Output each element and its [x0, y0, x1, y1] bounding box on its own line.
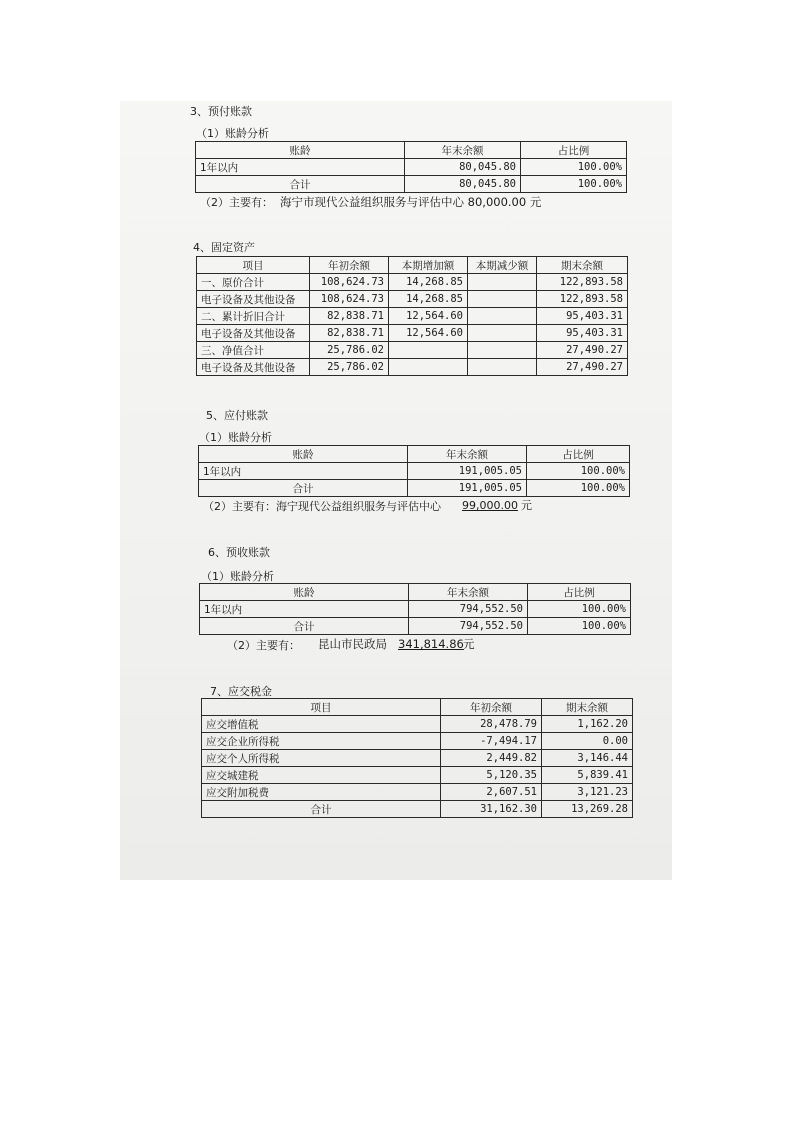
table-header-row	[202, 699, 633, 716]
header-cell: 本期增加额	[389, 257, 468, 274]
cell: 应交企业所得税	[202, 733, 441, 750]
main-label: （2）主要有：海宁现代公益组织服务与评估中心	[203, 500, 441, 513]
section-title-taxes-payable: 7、应交税金	[210, 685, 272, 698]
cell: 108,624.73	[310, 274, 389, 291]
header-cell: 项目	[202, 699, 441, 716]
table-row	[202, 801, 633, 818]
main-org: 昆山市民政局	[318, 637, 387, 651]
table-row	[197, 325, 628, 342]
cell: 27,490.27	[537, 342, 628, 359]
cell: 3,121.23	[542, 784, 633, 801]
header-cell: 账龄	[199, 446, 408, 463]
main-unit: 元	[521, 499, 532, 512]
section-title-advance-receipts: 6、预收账款	[208, 546, 270, 559]
cell	[468, 291, 537, 308]
cell: 14,268.85	[389, 291, 468, 308]
cell: 100.00%	[521, 176, 627, 193]
cell: 31,162.30	[441, 801, 542, 818]
table-row	[199, 463, 630, 480]
cell: 1年以内	[200, 601, 409, 618]
cell: 5,120.35	[441, 767, 542, 784]
header-cell: 占比例	[521, 142, 627, 159]
cell: 5,839.41	[542, 767, 633, 784]
header-cell: 年末余额	[408, 446, 527, 463]
cell: 95,403.31	[537, 325, 628, 342]
table-row	[200, 618, 631, 635]
cell: 合计	[196, 176, 405, 193]
cell: 1,162.20	[542, 716, 633, 733]
cell: 100.00%	[521, 159, 627, 176]
main-detail: 海宁市现代公益组织服务与评估中心 80,000.00 元	[280, 195, 542, 209]
table-row	[202, 733, 633, 750]
header-cell: 账龄	[200, 584, 409, 601]
table-row	[202, 767, 633, 784]
payables-aging-table	[198, 445, 630, 497]
cell: 1年以内	[199, 463, 408, 480]
cell: 82,838.71	[310, 308, 389, 325]
cell: 25,786.02	[310, 342, 389, 359]
table-row	[202, 750, 633, 767]
main-amount: 341,814.86	[398, 637, 464, 651]
subsection-aging: （1）账龄分析	[196, 127, 269, 140]
header-cell: 项目	[197, 257, 310, 274]
main-label: （2）主要有：	[200, 196, 273, 209]
cell: 二、累计折旧合计	[197, 308, 310, 325]
cell	[468, 325, 537, 342]
cell: 80,045.80	[405, 159, 521, 176]
cell: 108,624.73	[310, 291, 389, 308]
cell: 100.00%	[528, 601, 631, 618]
cell: 100.00%	[527, 463, 630, 480]
cell: -7,494.17	[441, 733, 542, 750]
table-row	[199, 480, 630, 497]
section-title-prepayments: 3、预付账款	[190, 105, 252, 118]
main-unit: 元	[463, 637, 475, 651]
cell: 27,490.27	[537, 359, 628, 376]
cell	[389, 359, 468, 376]
cell: 13,269.28	[542, 801, 633, 818]
table-row	[197, 308, 628, 325]
cell: 100.00%	[528, 618, 631, 635]
cell: 80,045.80	[405, 176, 521, 193]
section-title-payables: 5、应付账款	[206, 409, 268, 422]
cell: 应交城建税	[202, 767, 441, 784]
table-row	[197, 342, 628, 359]
cell: 合计	[199, 480, 408, 497]
cell: 电子设备及其他设备	[197, 325, 310, 342]
subsection-aging: （1）账龄分析	[199, 431, 272, 444]
header-cell: 年初余额	[441, 699, 542, 716]
cell: 合计	[202, 801, 441, 818]
header-cell: 期末余额	[537, 257, 628, 274]
cell: 25,786.02	[310, 359, 389, 376]
main-amount: 99,000.00	[462, 499, 518, 512]
cell	[389, 342, 468, 359]
table-header-row	[199, 446, 630, 463]
header-cell: 期末余额	[542, 699, 633, 716]
cell	[468, 359, 537, 376]
cell	[468, 274, 537, 291]
cell: 12,564.60	[389, 325, 468, 342]
table-header-row	[200, 584, 631, 601]
cell: 95,403.31	[537, 308, 628, 325]
header-cell: 年末余额	[405, 142, 521, 159]
cell: 应交附加税费	[202, 784, 441, 801]
cell: 电子设备及其他设备	[197, 359, 310, 376]
header-cell: 账龄	[196, 142, 405, 159]
subsection-aging: （1）账龄分析	[201, 570, 274, 583]
cell: 应交增值税	[202, 716, 441, 733]
section-title-fixed-assets: 4、固定资产	[193, 241, 255, 254]
cell: 122,893.58	[537, 291, 628, 308]
cell: 1年以内	[196, 159, 405, 176]
prepayments-aging-table	[195, 141, 627, 193]
cell: 191,005.05	[408, 463, 527, 480]
table-header-row	[197, 257, 628, 274]
cell: 一、原价合计	[197, 274, 310, 291]
cell: 191,005.05	[408, 480, 527, 497]
header-cell: 年初余额	[310, 257, 389, 274]
cell: 应交个人所得税	[202, 750, 441, 767]
header-cell: 占比例	[528, 584, 631, 601]
taxes-payable-table	[201, 698, 633, 818]
table-row	[197, 359, 628, 376]
table-row	[196, 176, 627, 193]
cell: 电子设备及其他设备	[197, 291, 310, 308]
table-row	[197, 274, 628, 291]
header-cell: 占比例	[527, 446, 630, 463]
cell: 12,564.60	[389, 308, 468, 325]
header-cell: 本期减少额	[468, 257, 537, 274]
cell: 28,478.79	[441, 716, 542, 733]
cell: 三、净值合计	[197, 342, 310, 359]
cell: 100.00%	[527, 480, 630, 497]
table-row	[200, 601, 631, 618]
table-row	[196, 159, 627, 176]
cell: 82,838.71	[310, 325, 389, 342]
cell: 合计	[200, 618, 409, 635]
cell: 0.00	[542, 733, 633, 750]
cell	[468, 308, 537, 325]
table-row	[202, 784, 633, 801]
cell: 2,607.51	[441, 784, 542, 801]
cell: 794,552.50	[409, 601, 528, 618]
cell: 3,146.44	[542, 750, 633, 767]
table-row	[202, 716, 633, 733]
advance-receipts-aging-table	[199, 583, 631, 635]
header-cell: 年末余额	[409, 584, 528, 601]
cell: 794,552.50	[409, 618, 528, 635]
fixed-assets-table	[196, 256, 628, 376]
cell: 122,893.58	[537, 274, 628, 291]
cell: 2,449.82	[441, 750, 542, 767]
cell	[468, 342, 537, 359]
table-header-row	[196, 142, 627, 159]
main-label: （2）主要有：	[227, 639, 300, 652]
cell: 14,268.85	[389, 274, 468, 291]
table-row	[197, 291, 628, 308]
